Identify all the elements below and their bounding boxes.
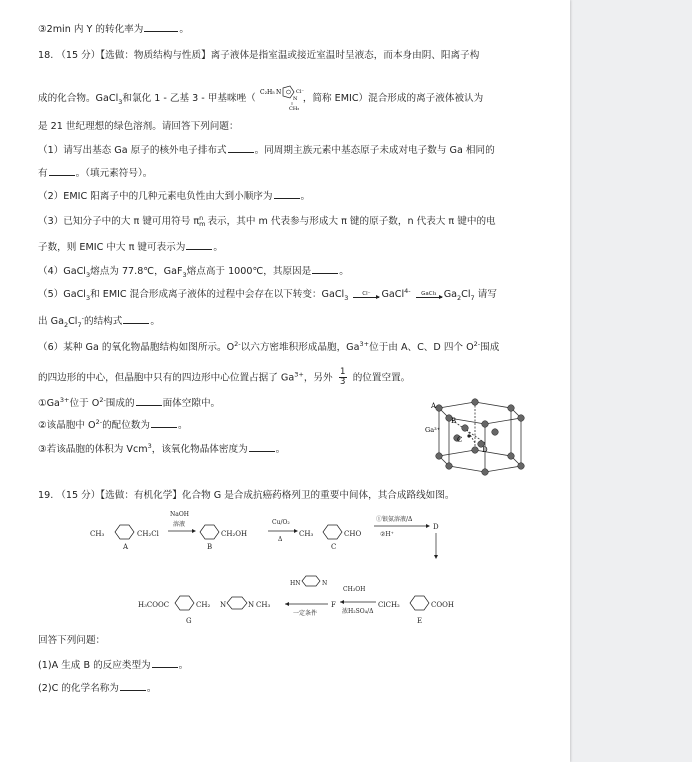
- q19-intro: [38, 489, 454, 503]
- answer-blank: [312, 264, 338, 274]
- superscript: -: [408, 286, 411, 295]
- text: 围成的: [105, 398, 135, 409]
- text: 请写: [477, 289, 497, 300]
- syn-c-ch3: CH₃: [299, 530, 314, 538]
- q19-2: [38, 681, 157, 696]
- crystal-label-b: B: [451, 417, 457, 425]
- text: 位于由 A、C、D 四个 O: [369, 342, 474, 353]
- syn-label-e: E: [417, 617, 423, 625]
- synthesis-route-diagram: [90, 507, 490, 625]
- syn-a-ch3: CH₃: [90, 530, 105, 538]
- text: 有: [38, 168, 48, 179]
- answer-blank: [49, 166, 75, 176]
- syn-e-clch2: ClCH₂: [378, 601, 400, 609]
- text: 。: [213, 242, 223, 253]
- text: 。: [178, 420, 188, 431]
- syn-g-n1: N: [220, 601, 227, 609]
- q19-1: [38, 658, 188, 673]
- fraction: [339, 368, 347, 387]
- text: 熔点为 77.8℃，GaF: [90, 266, 183, 277]
- text: （3）已知分子中的大 π 键可用符号 π: [38, 216, 200, 227]
- syn-label-b: B: [207, 543, 213, 551]
- text: 表示，其中 m 代表参与形成大 π 键的原子数，n 代表大 π 键中的电: [207, 216, 496, 227]
- superscript: -: [81, 313, 84, 322]
- subscript: 3: [182, 270, 187, 279]
- q17-line-3: [38, 22, 189, 37]
- superscript: 3+: [59, 395, 70, 404]
- syn-ch3oh: CH₃OH: [343, 586, 366, 593]
- pi-subscript: m: [199, 220, 206, 228]
- text: ①Ga: [38, 398, 60, 409]
- emic-structure-icon: [259, 84, 303, 112]
- text: 子数，则 EMIC 中大 π 键可表示为: [38, 242, 186, 253]
- syn-h2so4: 浓H₂SO₄/Δ: [342, 608, 374, 615]
- q18-intro-3: [38, 120, 239, 134]
- text: ，该氧化物晶体密度为: [151, 444, 248, 455]
- fraction-denominator: 3: [339, 377, 346, 387]
- syn-solution: 溶液: [173, 521, 186, 528]
- superscript: 3+: [359, 339, 370, 348]
- text: ②该晶胞中 O: [38, 420, 96, 431]
- syn-delta: Δ: [278, 536, 283, 543]
- text: ③若该晶胞的体积为 Vcm: [38, 444, 148, 455]
- syn-g-ch3: CH₃: [256, 601, 271, 609]
- text: ，另外: [303, 372, 333, 384]
- syn-naoh: NaOH: [170, 511, 189, 518]
- syn-g-h3cooc: H₃COOC: [138, 601, 170, 609]
- subscript: 2: [457, 293, 462, 302]
- answer-blank: [120, 681, 146, 691]
- answer-blank: [151, 418, 177, 428]
- text: 的结构式: [83, 316, 123, 327]
- text: Cl: [461, 289, 471, 300]
- q18-intro-2: [38, 84, 483, 112]
- text: 。: [275, 444, 286, 455]
- text: 。: [339, 266, 349, 277]
- q18-4: [38, 264, 349, 279]
- text: 19. （15 分）【选做：有机化学】化合物 G 是合成抗癌药格列卫的重要中间体，其合成路线如图。: [38, 490, 455, 501]
- q19-answer: [38, 634, 105, 648]
- text: 18. （15 分）【选做：物质结构与性质】离子液体是指室温或接近室温时呈液态，而本身由阴、阳离子构: [38, 50, 480, 61]
- syn-c-cho: CHO: [344, 530, 362, 538]
- q18-6-1: [38, 396, 220, 411]
- answer-blank: [249, 442, 275, 452]
- q18-6-cont: [38, 368, 410, 387]
- arrow-label: Cl⁻: [362, 290, 371, 297]
- syn-g-ch2: CH₂: [196, 601, 211, 609]
- syn-label-g: G: [186, 617, 192, 625]
- text: 和氯化 1 - 乙基 3 - 甲基咪唑（: [122, 93, 256, 104]
- q18-5: [38, 288, 497, 302]
- superscript: 3: [147, 441, 152, 450]
- text: ③2min 内 Y 的转化率为: [38, 24, 144, 35]
- subscript: 3: [85, 293, 91, 302]
- answer-blank: [274, 189, 300, 199]
- syn-b-ch2oh: CH₂OH: [221, 530, 248, 538]
- text: 回答下列问题：: [38, 635, 106, 646]
- subscript: 7: [77, 320, 82, 329]
- text: 是 21 世纪理想的绿色溶剂。请回答下列问题：: [38, 121, 239, 132]
- subscript: 3: [344, 293, 349, 302]
- subscript: 7: [470, 293, 475, 302]
- text: 面体空隙中。: [162, 398, 221, 409]
- text: 出 Ga: [38, 316, 64, 327]
- syn-label-f: F: [331, 601, 336, 609]
- superscript: 2-: [99, 395, 106, 404]
- syn-label-c: C: [331, 543, 337, 551]
- q18-5-cont: [38, 314, 160, 329]
- text: 。: [146, 683, 157, 694]
- superscript: 2-: [234, 339, 241, 348]
- syn-g-n2: N: [248, 601, 255, 609]
- text: 的四边形的中心，但晶胞中只有的四边形中心位置占据了 Ga: [38, 372, 295, 384]
- text: Cl: [68, 316, 78, 327]
- subscript: 3: [85, 270, 91, 279]
- answer-blank: [144, 22, 178, 32]
- pi-superscript: n: [199, 214, 204, 222]
- superscript: 2-: [473, 339, 481, 348]
- text: 。同周期主族元素中基态原子未成对电子数与 Ga 相同的: [254, 145, 495, 156]
- q18-6: [38, 341, 499, 355]
- emic-n2: N: [292, 96, 298, 102]
- syn-cuo2: Cu/O₂: [272, 519, 290, 526]
- crystal-cell-diagram: [425, 398, 535, 478]
- superscript: 2-: [95, 417, 103, 426]
- text: Ga: [443, 289, 458, 300]
- text: ，简称 EMIC）混合形成的离子液体被认为: [302, 93, 484, 104]
- text: (2)C 的化学名称为: [38, 683, 119, 694]
- emic-n: N: [275, 89, 282, 96]
- text: （1）请写出基态 Ga 原子的核外电子排布式: [38, 145, 227, 156]
- syn-e-cooh: COOH: [431, 601, 454, 609]
- syn-label-d: D: [433, 523, 439, 531]
- text: 。: [150, 316, 160, 327]
- syn-step2: ②H⁺: [380, 531, 394, 538]
- answer-blank: [123, 314, 149, 324]
- crystal-label-d: D: [482, 446, 488, 454]
- text: 的位置空置。: [352, 372, 411, 384]
- text: 。（填元素符号）。: [75, 168, 153, 179]
- answer-blank: [228, 143, 254, 153]
- syn-step1: ①银氨溶液/Δ: [376, 516, 413, 523]
- emic-c2h5: C₂H₅: [259, 89, 275, 96]
- text: 熔点高于 1000℃，其原因是: [186, 266, 312, 277]
- text: 位于 O: [69, 398, 100, 409]
- answer-blank: [186, 240, 212, 250]
- text: (1)A 生成 B 的反应类型为: [38, 660, 151, 671]
- text: 。: [300, 191, 311, 202]
- text: 和 EMIC 混合形成离子液体的过程中会存在以下转变：GaCl: [90, 289, 345, 300]
- crystal-ga-label: Ga³⁺: [425, 426, 441, 434]
- syn-condition: 一定条件: [293, 610, 318, 617]
- q18-intro-1: [38, 49, 479, 63]
- syn-a-ch2cl: CH₂Cl: [137, 530, 159, 538]
- text: （4）GaCl: [38, 266, 86, 277]
- answer-blank: [136, 396, 162, 406]
- text: 的配位数为: [102, 420, 151, 431]
- subscript: 2: [63, 320, 69, 329]
- reaction-arrow: [416, 291, 442, 298]
- syn-n: N: [322, 580, 328, 587]
- q18-1-cont: [38, 166, 152, 181]
- arrow-label: GaCl₃: [421, 290, 437, 297]
- text: 成的化合物。GaCl: [38, 93, 119, 104]
- q18-6-2: [38, 418, 188, 433]
- subscript: 4: [404, 286, 409, 295]
- crystal-label-c: C: [457, 436, 463, 444]
- superscript: 3+: [294, 370, 304, 379]
- text: 以六方密堆积形成晶胞，Ga: [240, 342, 360, 353]
- answer-blank: [152, 658, 178, 668]
- syn-label-a: A: [123, 543, 129, 551]
- text: 。: [178, 660, 189, 671]
- text: （5）GaCl: [38, 289, 86, 300]
- crystal-label-a: A: [431, 402, 437, 410]
- text: 围成: [480, 342, 500, 353]
- q18-3-cont: [38, 240, 223, 255]
- q18-2: [38, 189, 310, 204]
- text: 。: [179, 24, 189, 35]
- subscript: 3: [118, 97, 123, 106]
- text: （6）某种 Ga 的氧化物晶胞结构如图所示。O: [38, 342, 235, 353]
- q18-6-3: [38, 442, 285, 457]
- syn-hn: HN: [290, 580, 301, 587]
- emic-ch3: CH₃: [288, 106, 300, 112]
- text: （2）EMIC 阳离子中的几种元素电负性由大到小顺序为: [38, 191, 273, 202]
- q18-1: [38, 143, 495, 158]
- emic-cl: Cl⁻: [295, 89, 304, 95]
- reaction-arrow: [353, 291, 379, 298]
- fraction-numerator: 1: [339, 367, 346, 377]
- q18-3: [38, 215, 496, 229]
- text: GaCl: [381, 289, 405, 300]
